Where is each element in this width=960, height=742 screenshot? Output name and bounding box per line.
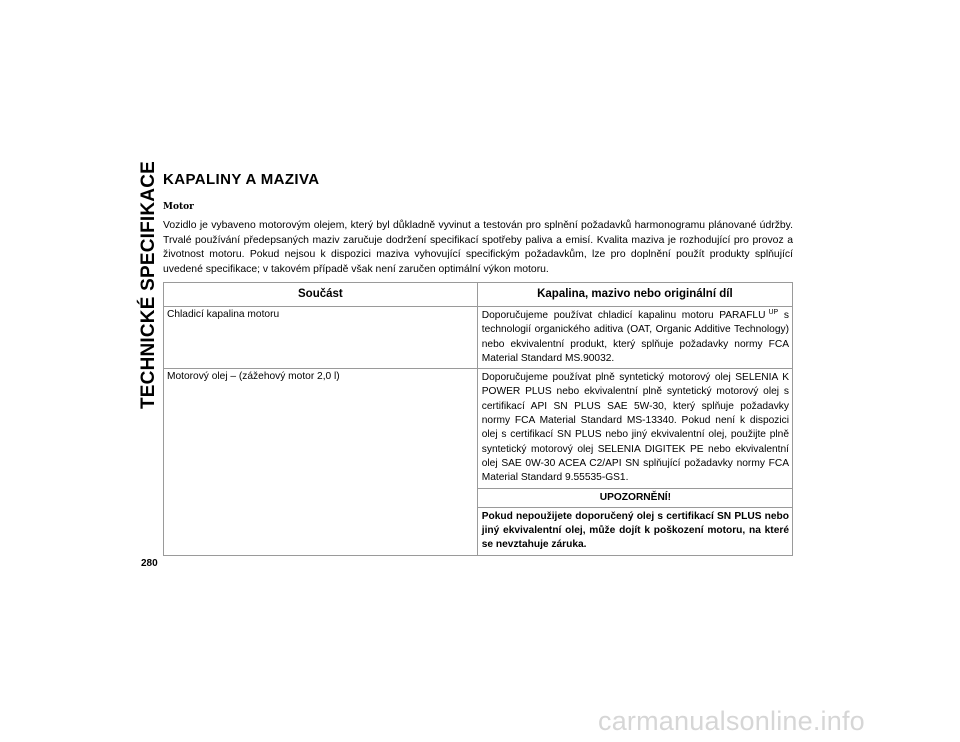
header-fluid: Kapalina, mazivo nebo originální díl [477, 283, 792, 307]
row-coolant-component: Chladicí kapalina motoru [164, 307, 478, 369]
section-side-tab [138, 160, 159, 410]
side-tab-label: TECHNICKÉ SPECIFIKACE [138, 160, 159, 410]
watermark-text: carmanualsonline.info [598, 706, 865, 736]
coolant-spec-text: Doporučujeme používat chladicí kapalinu motoru PARAFLU [481, 310, 766, 321]
section-title: KAPALINY A MAZIVA [163, 171, 320, 188]
table-row [164, 369, 793, 488]
header-component: Součást [164, 283, 478, 307]
page-content [163, 170, 793, 556]
warning-title: UPOZORNĚNÍ! [477, 488, 792, 507]
coolant-spec-superscript: UP [768, 309, 779, 316]
intro-paragraph: Vozidlo je vybaveno motorovým olejem, který byl důkladně vyvinut a testován pro splnění požadavků harmonogramu plánované údržby. Trvalé používání předepsaných maziv zaručuje dodržení specifikací spotřeby paliva a emisí. Kvalita maziva je rozhodující pro provoz a životnost motoru. Pokud nejsou k dispozici maziva vyhovující specifickým požadavkům, lze pro doplnění použít produkty splňující uvedené specifikace; v takovém případě však není zaručen optimální výkon motoru. [163, 220, 793, 275]
page-number: 280 [141, 558, 158, 569]
table-header-row [164, 283, 793, 307]
row-oil-component: Motorový olej – (zážehový motor 2,0 l) [164, 369, 478, 556]
row-oil-spec: Doporučujeme používat plně syntetický motorový olej SELENIA K POWER PLUS nebo ekvivalentní plně syntetický motorový olej s certifikací API SN PLUS SAE 5W-30, který splňuje požadavky normy FCA Material Standard MS-13340. Pokud není k dispozici olej s certifikací SN PLUS nebo jiný ekvivalentní olej, použijte plně syntetický motorový olej SELENIA DIGITEK PE nebo ekvivalentní olej SAE 0W-30 ACEA C2/API SN splňující požadavky normy FCA Material Standard 9.55535-GS1. [477, 369, 792, 488]
table-row [164, 307, 793, 369]
warning-text: Pokud nepoužijete doporučený olej s certifikací SN PLUS nebo jiný ekvivalentní olej, může dojít k poškození motoru, na které se nevztahuje záruka. [477, 507, 792, 555]
row-coolant-spec [477, 307, 792, 369]
coolant-spec-text-cont: s technologií organického aditiva (OAT, Organic Additive Technology) nebo ekvivalentní produkt, který splňuje požadavky normy FCA Material Standard MS.90032. [481, 310, 789, 364]
fluids-table [163, 282, 793, 556]
subsection-title: Motor [163, 202, 194, 212]
